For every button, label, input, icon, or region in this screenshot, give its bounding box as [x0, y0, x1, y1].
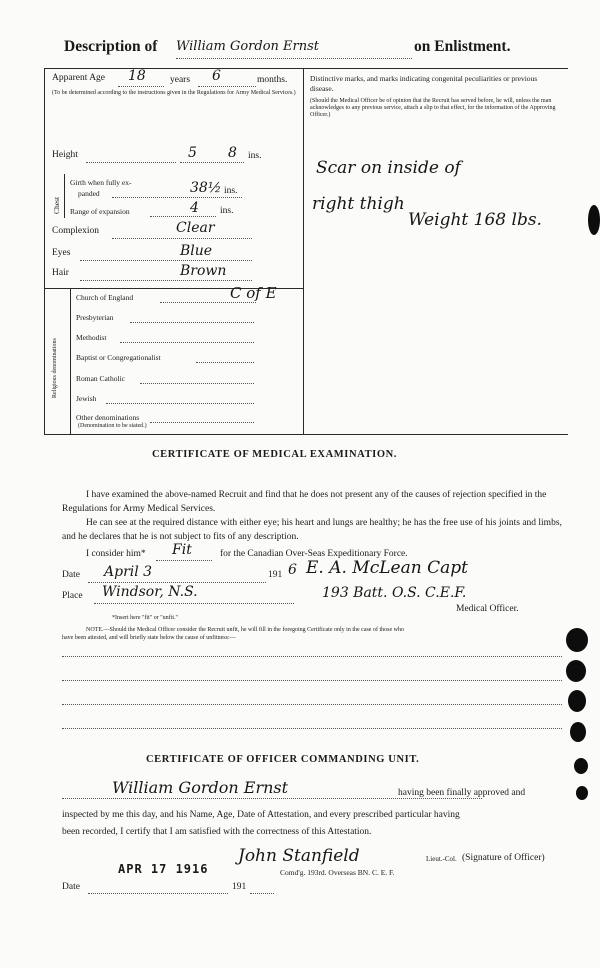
marks-note: (Should the Medical Officer be of opinion that the Recruit has served before, he will, unless the man acknowledges to any previous service, attach a slip to that effect, for the information of the Approving Officer.) [310, 98, 556, 118]
medical-officer-unit: 193 Batt. O.S. C.E.F. [322, 585, 467, 601]
religion-other-note: (Denomination to be stated.) [78, 423, 147, 429]
eyes-label: Eyes [52, 248, 71, 258]
height-inches-value: 8 [228, 145, 237, 161]
religion-other: Other denominations [76, 413, 140, 422]
punch-hole-2 [566, 628, 588, 652]
medical-place-label: Place [62, 591, 83, 601]
height-label: Height [52, 150, 78, 160]
religion-baptist: Baptist or Congregationalist [76, 353, 161, 362]
age-months-label: months. [257, 75, 288, 85]
punch-hole-4 [568, 690, 586, 712]
fitness-value: Fit [172, 542, 192, 558]
religion-jewish: Jewish [76, 394, 97, 403]
medical-heading: CERTIFICATE OF MEDICAL EXAMINATION. [152, 449, 398, 460]
consider-suffix: for the Canadian Over-Seas Expeditionary Force. [220, 549, 408, 559]
medical-date-value: April 3 [104, 564, 153, 580]
complexion-value: Clear [176, 220, 215, 236]
girth-label-1: Girth when fully ex- [70, 178, 132, 187]
punch-hole-1 [588, 205, 600, 235]
marks-line-3: Weight 168 lbs. [408, 210, 542, 230]
title-prefix: Description of [64, 38, 158, 55]
girth-value: 38½ [190, 180, 222, 196]
commanding-recruit-name: William Gordon Ernst [112, 778, 289, 797]
medical-note-1: NOTE.—Should the Medical Officer consider the Recruit unfit, he will fill in the foregoing Certificate only in the case of those who [86, 627, 404, 633]
girth-unit: ins. [224, 186, 238, 196]
range-value: 4 [190, 200, 199, 216]
medical-officer-signature: E. A. McLean Capt [306, 558, 468, 578]
age-label: Apparent Age [52, 73, 106, 83]
medical-year-prefix: 191 [268, 570, 283, 580]
religion-church-of-england: Church of England [76, 293, 134, 302]
eyes-value: Blue [180, 243, 213, 259]
medical-footnote: *Insert here "fit" or "unfit." [112, 615, 178, 621]
medical-date-label: Date [62, 570, 80, 580]
religion-group-label: Religious denominations [52, 338, 58, 398]
commanding-signature-label: (Signature of Officer) [462, 853, 545, 863]
marks-line-2: right thigh [312, 194, 405, 214]
commanding-heading: CERTIFICATE OF OFFICER COMMANDING UNIT. [146, 754, 420, 765]
commanding-officer-signature: John Stanfield [238, 846, 360, 866]
medical-para-1: I have examined the above-named Recruit and find that he does not present any of the causes of rejection specified in the Regulations for Army Medical Services. [62, 490, 547, 514]
marks-heading: Distinctive marks, and marks indicating congenital peculiarities or previous disease. [310, 74, 538, 93]
height-unit: ins. [248, 151, 262, 161]
medical-officer-title: Medical Officer. [456, 604, 519, 614]
range-unit: ins. [220, 206, 234, 216]
received-date-stamp: APR 17 1916 [118, 862, 209, 876]
punch-hole-3 [566, 660, 586, 682]
consider-prefix: I consider him* [86, 549, 146, 559]
commanding-text-2: inspected by me this day, and his Name, Age, Date of Attestation, and every prescribed particular having [62, 810, 460, 820]
hair-label: Hair [52, 268, 69, 278]
chest-group-label: Chest [52, 196, 61, 214]
recruit-name-title: William Gordon Ernst [176, 39, 320, 54]
age-years-value: 18 [128, 68, 146, 84]
commanding-text-3: been recorded, I certify that I am satisfied with the correctness of this Attestation. [62, 827, 372, 837]
hair-value: Brown [180, 263, 227, 279]
age-note: (To be determined according to the instructions given in the Regulations for Army Medical Services.) [52, 90, 296, 96]
punch-hole-6 [574, 758, 588, 774]
medical-note-2: have been attested, and will briefly state below the cause of unfitness:— [62, 635, 236, 641]
marks-line-1: Scar on inside of [316, 158, 461, 178]
commanding-officer-rank: Lieut.-Col. [426, 855, 457, 863]
punch-hole-5 [570, 722, 586, 742]
medical-place-value: Windsor, N.S. [102, 584, 198, 600]
religion-presbyterian: Presbyterian [76, 313, 114, 322]
commanding-date-label: Date [62, 882, 80, 892]
medical-year-value: 6 [288, 562, 297, 578]
medical-para-2: He can see at the required distance with either eye; his heart and lungs are healthy; he has the free use of his joints and limbs, and he declares that he is not subject to fits of any description. [62, 518, 562, 542]
commanding-year-prefix: 191 [232, 882, 247, 892]
religion-roman-catholic: Roman Catholic [76, 374, 125, 383]
range-label: Range of expansion [70, 207, 130, 216]
age-years-label: years [170, 75, 191, 85]
girth-label-2: panded [78, 189, 100, 198]
title-suffix: on Enlistment. [414, 38, 511, 55]
height-feet-value: 5 [188, 145, 197, 161]
form-title [64, 38, 157, 56]
religion-mark: C of E [230, 284, 277, 302]
commanding-text-1: having been finally approved and [398, 788, 526, 798]
complexion-label: Complexion [52, 226, 99, 236]
religion-methodist: Methodist [76, 333, 107, 342]
punch-hole-7 [576, 786, 588, 800]
commanding-unit: Comd'g. 193rd. Overseas BN. C. E. F. [280, 868, 395, 877]
age-months-value: 6 [212, 68, 221, 84]
